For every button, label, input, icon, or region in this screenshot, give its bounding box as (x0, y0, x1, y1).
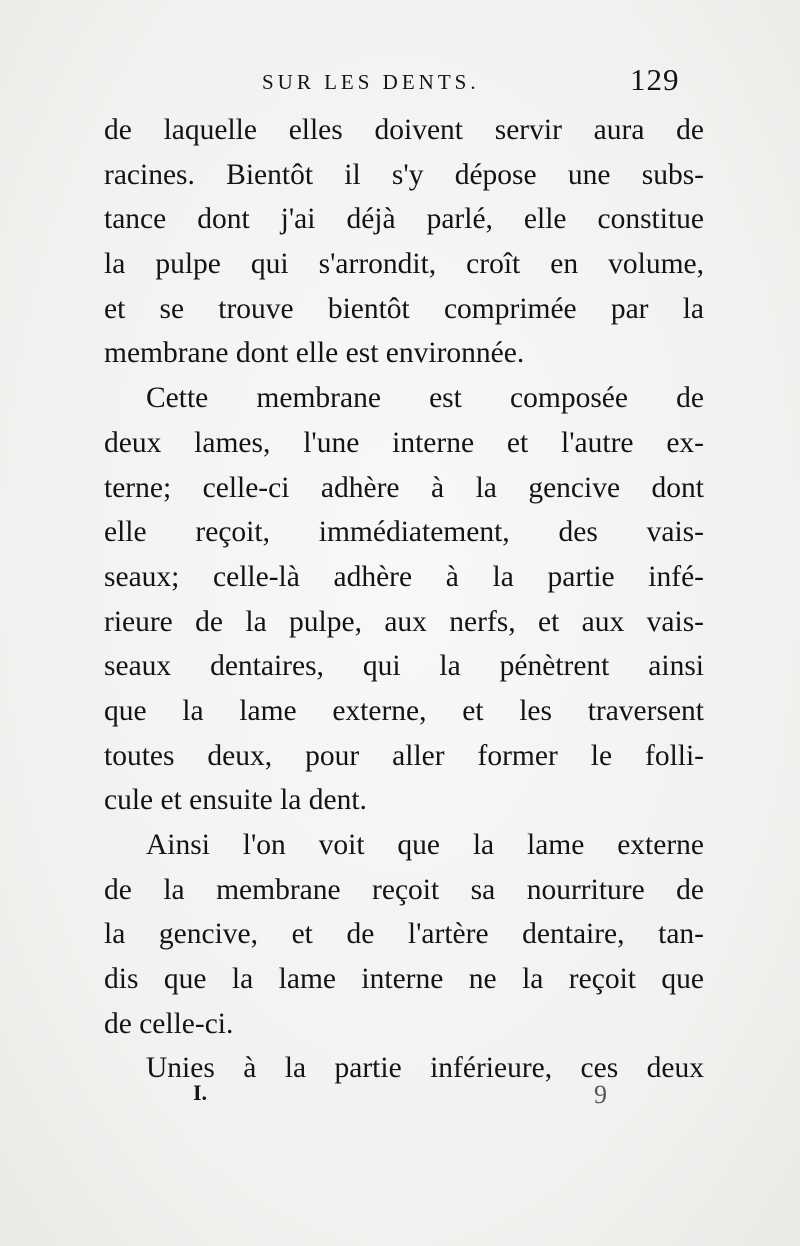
text-line: de laquelle elles doivent servir aura de (104, 114, 704, 146)
page-footer (0, 1080, 800, 1120)
text-line: cule et ensuite la dent. (104, 784, 367, 817)
paragraph-start-line: Cette membrane est composée de (146, 382, 704, 415)
text-line: dis que la lame interne ne la reçoit que (104, 963, 704, 996)
text-line: de celle-ci. (104, 1007, 234, 1040)
text-line: seaux dentaires, qui la pénètrent ainsi (104, 650, 704, 683)
page-number: 129 (630, 62, 680, 97)
text-line: de la membrane reçoit sa nourriture de (104, 873, 704, 906)
signature-mark: I. (193, 1080, 208, 1105)
text-line: toutes deux, pour aller former le folli- (104, 739, 704, 772)
text-line: la pulpe qui s'arrondit, croît en volume, (104, 248, 704, 281)
text-line: membrane dont elle est environnée. (104, 337, 525, 370)
text-line: la gencive, et de l'artère dentaire, tan- (104, 918, 704, 951)
page-header (0, 62, 800, 102)
body-text (104, 108, 704, 1091)
paragraph-start-line: Unies à la partie inférieure, ces deux (146, 1052, 704, 1085)
text-line: tance dont j'ai déjà parlé, elle constitue (104, 203, 704, 236)
running-head: SUR LES DENTS. (262, 70, 480, 94)
paragraph-start-line: Ainsi l'on voit que la lame externe (146, 829, 704, 861)
text-line: que la lame externe, et les traversent (104, 694, 704, 727)
text-line: deux lames, l'une interne et l'autre ex- (104, 426, 704, 459)
text-line: et se trouve bientôt comprimée par la (104, 292, 704, 325)
text-line: seaux; celle-là adhère à la partie infé- (104, 560, 704, 593)
text-line: terne; celle-ci adhère à la gencive dont (104, 471, 704, 504)
text-line: rieure de la pulpe, aux nerfs, et aux vais- (104, 605, 704, 638)
text-line: racines. Bientôt il s'y dépose une subs- (104, 158, 704, 191)
text-line: elle reçoit, immédiatement, des vais- (104, 516, 704, 549)
signature-number: 9 (594, 1080, 607, 1109)
